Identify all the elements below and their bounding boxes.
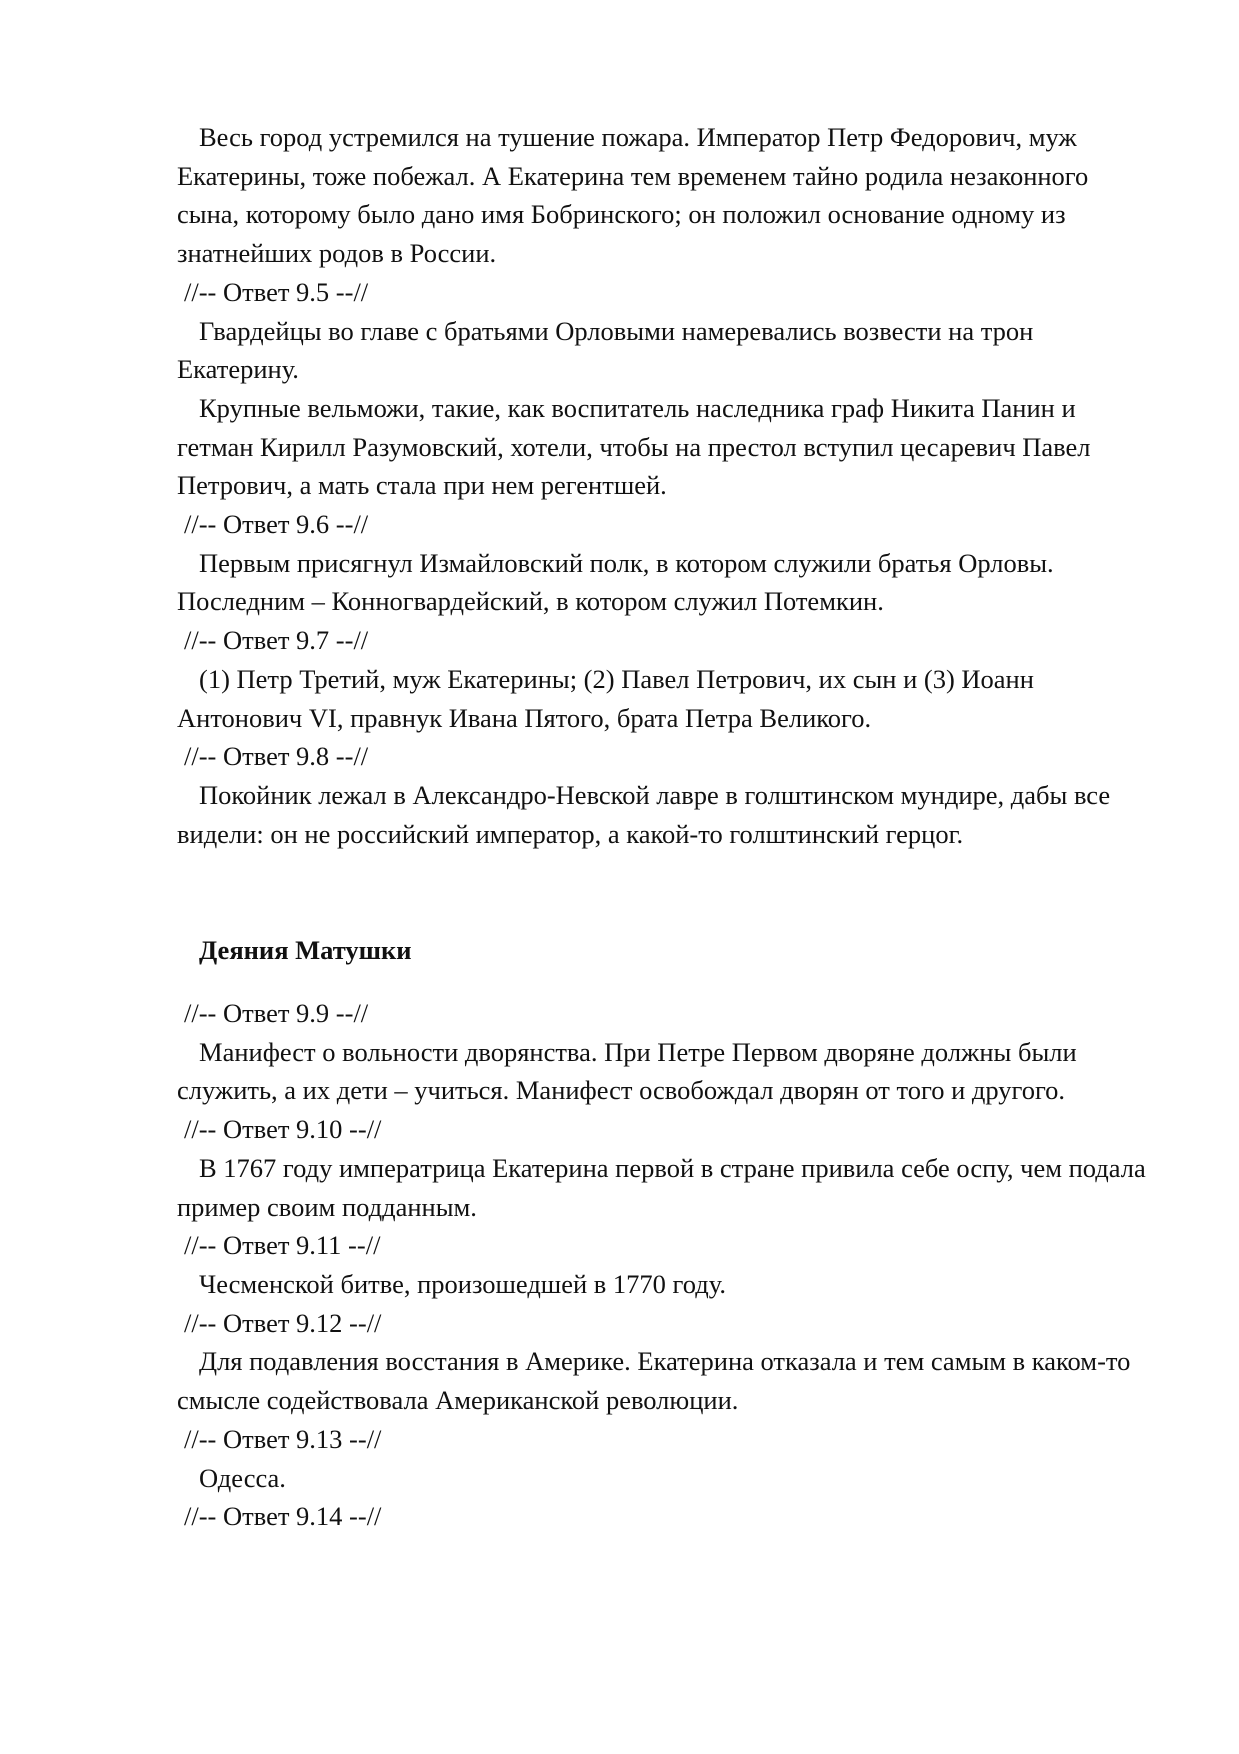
heading-spacer xyxy=(177,970,1152,994)
section-heading: Деяния Матушки xyxy=(199,935,412,966)
answer-marker-9-7: //-- Ответ 9.7 --// xyxy=(184,625,369,656)
paragraph-regiments: Первым присягнул Измайловский полк, в котором служили братья Орловы. Последним – Конногвардейский, в котором служил Потемкин. xyxy=(177,547,1054,617)
answer-marker-9-8: //-- Ответ 9.8 --// xyxy=(184,741,369,772)
paragraph-guards: Гвардейцы во главе с братьями Орловыми намеревались возвести на трон Екатерину. xyxy=(177,315,1034,385)
answer-marker-9-11: //-- Ответ 9.11 --// xyxy=(184,1230,381,1261)
answer-marker-9-12: //-- Ответ 9.12 --// xyxy=(184,1307,382,1338)
answer-marker-9-9: //-- Ответ 9.9 --// xyxy=(184,998,369,1029)
document-page xyxy=(177,118,1152,1536)
answer-marker-9-13: //-- Ответ 9.13 --// xyxy=(184,1423,382,1454)
paragraph-smallpox: В 1767 году императрица Екатерина первой в стране привила себе оспу, чем подала пример своим подданным. xyxy=(177,1152,1146,1222)
answer-marker-9-5: //-- Ответ 9.5 --// xyxy=(184,276,369,307)
paragraph-chesma: Чесменской битве, произошедшей в 1770 году. xyxy=(199,1268,726,1299)
section-spacer xyxy=(177,853,1152,931)
answer-marker-9-10: //-- Ответ 9.10 --// xyxy=(184,1114,382,1145)
answer-marker-9-6: //-- Ответ 9.6 --// xyxy=(184,509,369,540)
answer-marker-9-14: //-- Ответ 9.14 --// xyxy=(184,1501,382,1532)
paragraph-three-emperors: (1) Петр Третий, муж Екатерины; (2) Павел Петрович, их сын и (3) Иоанн Антонович VI, правнук Ивана Пятого, брата Петра Великого. xyxy=(177,663,1034,733)
paragraph-deceased: Покойник лежал в Александро-Невской лавре в голштинском мундире, дабы все видели: он не российский император, а какой-то голштинский герцог. xyxy=(177,779,1111,849)
paragraph-odessa: Одесса. xyxy=(199,1462,286,1493)
paragraph-nobles: Крупные вельможи, такие, как воспитатель наследника граф Никита Панин и гетман Кирилл Разумовский, хотели, чтобы на престол вступил цесаревич Павел Петрович, а мать стала при нем регентшей. xyxy=(177,392,1091,501)
paragraph-fire: Весь город устремился на тушение пожара. Император Петр Федорович, муж Екатерины, тоже побежал. А Екатерина тем временем тайно родила незаконного сына, которому было дано имя Бобринского; он положил основание одному из знатнейших родов в России. xyxy=(177,122,1089,269)
paragraph-manifesto: Манифест о вольности дворянства. При Петре Первом дворяне должны были служить, а их дети – учиться. Манифест освобождал дворян от того и другого. xyxy=(177,1036,1077,1106)
paragraph-america: Для подавления восстания в Америке. Екатерина отказала и тем самым в каком-то смысле содействовала Американской революции. xyxy=(177,1346,1131,1416)
